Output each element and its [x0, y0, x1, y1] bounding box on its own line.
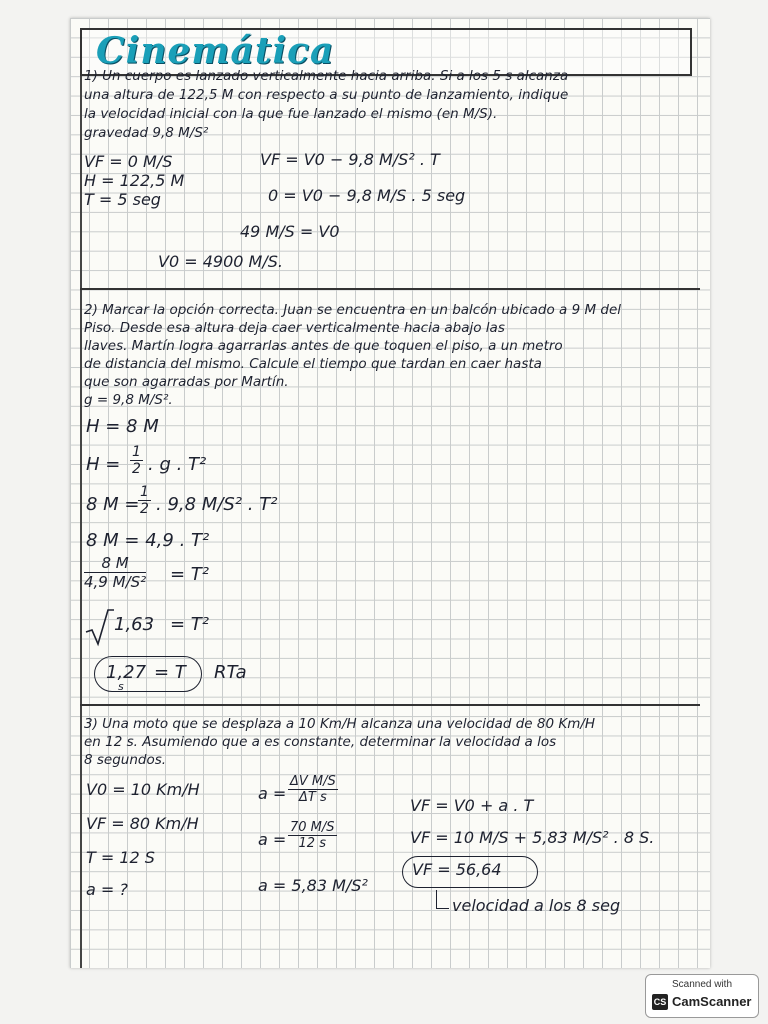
p1-work: VF = V0 − 9,8 M/S² . T: [260, 150, 440, 169]
margin-line: [80, 28, 82, 968]
p2-statement-line: llaves. Martín logra agarrarlas antes de que toquen el piso, a un metro: [84, 338, 563, 354]
p3-accel3: a = 5,83 M/S²: [258, 876, 368, 895]
p2-div-den: 4,9 M/S²: [84, 573, 147, 591]
camscanner-name: CamScanner: [672, 994, 752, 1009]
p3-data: a = ?: [86, 880, 128, 899]
p2-height: H = 8 M: [86, 416, 159, 437]
p3-data: V0 = 10 Km/H: [86, 780, 200, 799]
p2-statement-line: g = 9,8 M/S².: [84, 392, 173, 408]
p1-answer: V0 = 4900 M/S.: [158, 252, 283, 271]
p2-formula-den: 2: [132, 461, 141, 477]
p3-accel2-den: 12 s: [298, 836, 326, 851]
p3-statement-line: 8 segundos.: [84, 752, 167, 768]
p2-result-value: 1,27: [106, 662, 147, 683]
p2-sub-den: 2: [140, 501, 149, 517]
page-title: Cinemática: [96, 30, 335, 72]
p1-work: 0 = V0 − 9,8 M/S . 5 seg: [268, 186, 466, 205]
separator: [80, 288, 700, 290]
p3-vf3: VF = 56,64: [412, 860, 502, 879]
notebook-page: [70, 18, 710, 968]
p2-div-rhs: = T²: [170, 564, 210, 585]
p1-statement-line: 1) Un cuerpo es lanzado verticalmente hacia arriba. Si a los 5 s alcanza: [84, 68, 569, 84]
p3-accel1-fraction: [288, 774, 338, 805]
camscanner-logo-icon: CS: [652, 994, 668, 1010]
p2-formula-rhs: . g . T²: [148, 454, 207, 475]
p3-data: VF = 80 Km/H: [86, 814, 199, 833]
p2-sub-lhs: 8 M =: [86, 494, 140, 515]
p3-note: velocidad a los 8 seg: [452, 896, 621, 915]
p3-accel2-fraction: [288, 820, 337, 851]
p2-formula-fraction: [130, 444, 143, 477]
p3-statement-line: 3) Una moto que se desplaza a 10 Km/H alcanza una velocidad de 80 Km/H: [84, 716, 596, 732]
p2-sub-num: 1: [140, 484, 149, 500]
p1-statement-line: gravedad 9,8 M/S²: [84, 125, 209, 141]
p1-data: VF = 0 M/S: [84, 152, 173, 171]
separator: [80, 704, 700, 706]
p2-step: 8 M = 4,9 . T²: [86, 530, 210, 551]
camscanner-badge: [645, 974, 759, 1018]
note-arrow: [436, 890, 449, 909]
p2-sqrt-rhs: = T²: [170, 614, 210, 635]
p2-formula-lhs: H =: [86, 454, 121, 475]
scanned-with-label: Scanned with: [671, 979, 733, 990]
p2-result-unit: s: [118, 680, 124, 693]
p2-rta-label: RTa: [214, 662, 247, 683]
p3-statement-line: en 12 s. Asumiendo que a es constante, determinar la velocidad a los: [84, 734, 557, 750]
p1-data: H = 122,5 M: [84, 171, 185, 190]
p3-accel2-lhs: a =: [258, 830, 287, 849]
p2-statement-line: Piso. Desde esa altura deja caer verticalmente hacia abajo las: [84, 320, 505, 336]
p1-data: T = 5 seg: [84, 190, 161, 209]
p3-accel1-lhs: a =: [258, 784, 287, 803]
p3-accel1-num: ΔV M/S: [290, 774, 336, 789]
p1-statement-line: una altura de 122,5 M con respecto a su punto de lanzamiento, indique: [84, 87, 569, 103]
sqrt-symbol: [84, 608, 114, 648]
p3-vf2: VF = 10 M/S + 5,83 M/S² . 8 S.: [410, 828, 655, 847]
p3-vf1: VF = V0 + a . T: [410, 796, 534, 815]
p3-data: T = 12 S: [86, 848, 155, 867]
p2-div-fraction: [84, 554, 146, 591]
p3-accel1-den: ΔT s: [299, 790, 327, 805]
p2-div-num: 8 M: [84, 554, 146, 573]
p2-sub-fraction: [138, 484, 151, 517]
p1-work: 49 M/S = V0: [240, 222, 340, 241]
p2-statement-line: que son agarradas por Martín.: [84, 374, 289, 390]
p2-result-rhs: = T: [154, 662, 186, 683]
p2-sub-rhs: . 9,8 M/S² . T²: [156, 494, 278, 515]
p2-statement-line: de distancia del mismo. Calcule el tiempo que tardan en caer hasta: [84, 356, 542, 372]
p1-statement-line: la velocidad inicial con la que fue lanzado el mismo (en M/S).: [84, 106, 498, 122]
p2-sqrt-radicand: 1,63: [114, 614, 155, 635]
p3-accel2-num: 70 M/S: [290, 820, 335, 835]
p2-formula-num: 1: [132, 444, 141, 460]
p2-statement-line: 2) Marcar la opción correcta. Juan se encuentra en un balcón ubicado a 9 M del: [84, 302, 622, 318]
